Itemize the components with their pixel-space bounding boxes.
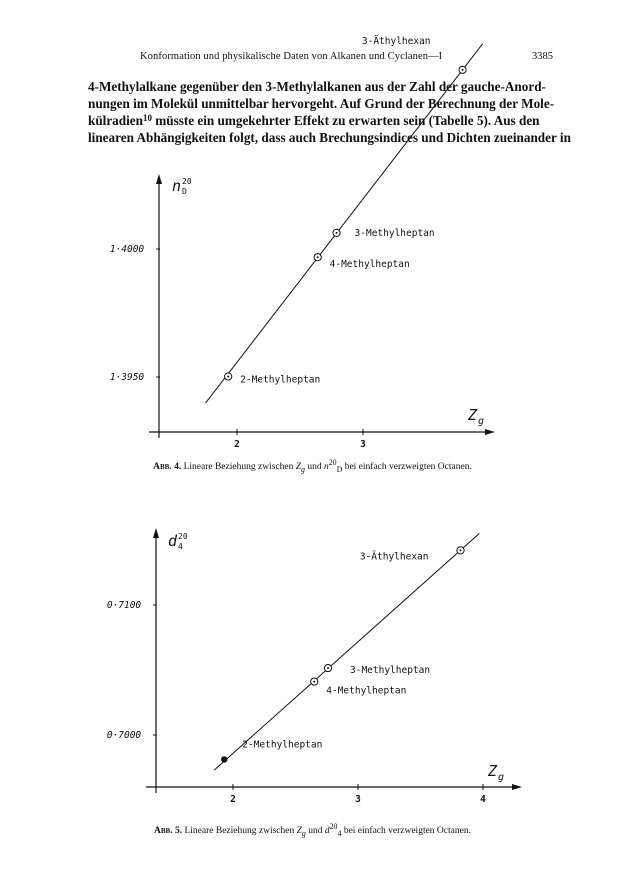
caption-4-var2-sup: 20 xyxy=(328,458,337,467)
caption-5-var2-sup: 20 xyxy=(329,822,338,831)
caption-5-var1-sub: g xyxy=(301,829,306,839)
caption-5-mid: und xyxy=(305,826,325,837)
data-point-center xyxy=(327,667,329,669)
caption-4-prefix: Abb. 4. xyxy=(153,462,182,473)
y-tick-label: 0·7100 xyxy=(106,600,142,611)
x-axis-title-sub: g xyxy=(478,416,485,427)
x-axis-title: Z xyxy=(488,762,498,780)
y-axis-arrow xyxy=(153,528,159,538)
caption-4-end: bei einfach verzweigten Octanen. xyxy=(342,462,472,473)
y-axis-title-sup: 20 xyxy=(178,532,188,541)
body-line-3b: müsste ein umgekehrter Effekt zu erwarten sein (Tabelle 5). Aus den xyxy=(151,113,540,128)
data-point-center xyxy=(460,549,462,551)
x-tick-label: 2 xyxy=(230,794,236,805)
data-point-center xyxy=(336,232,338,234)
body-line-4: linearen Abhängigkeiten folgt, dass auch Brechungsindices und Dichten zueinander in xyxy=(88,130,571,145)
chart-5-group xyxy=(107,528,522,805)
regression-line xyxy=(214,534,479,771)
data-point-label: 3-Äthylhexan xyxy=(361,35,431,47)
caption-4-var1-sub: g xyxy=(301,465,305,475)
y-axis-title: d xyxy=(168,532,178,550)
x-axis-arrow xyxy=(485,429,495,435)
caption-5-end: bei einfach verzweigten Octanen. xyxy=(341,826,471,837)
y-tick-label: 0·7000 xyxy=(106,730,142,741)
y-tick-label: 1·4000 xyxy=(109,244,145,255)
caption-5-var2: d xyxy=(324,826,330,837)
caption-4-var2: n xyxy=(323,462,329,473)
y-axis-title-sub: D xyxy=(182,187,187,196)
caption-4-text: Lineare Beziehung zwischen xyxy=(181,462,296,473)
y-axis-arrow xyxy=(156,174,162,184)
data-point-label: 3-Methylheptan xyxy=(354,227,435,239)
footnote-reference: 10 xyxy=(142,113,152,123)
data-point-center xyxy=(313,681,315,683)
body-line-2: nungen im Molekül unmittelbar hervorgeht. Auf Grund der Berechnung der Mole- xyxy=(88,96,555,111)
x-axis-title-sub: g xyxy=(498,772,505,783)
body-line-3a: külradien xyxy=(88,113,143,128)
figure-5-caption xyxy=(0,822,625,838)
body-line-1: 4-Methylalkane gegenüber den 3-Methylalkanen aus der Zahl der gauche-Anord- xyxy=(88,79,546,94)
data-point-center xyxy=(227,375,229,377)
x-tick-label: 4 xyxy=(480,794,486,805)
y-tick-label: 1·3950 xyxy=(109,372,145,383)
caption-4-mid: und xyxy=(304,462,324,473)
x-tick-label: 2 xyxy=(234,439,240,450)
caption-4-var2-sub: D xyxy=(336,465,343,475)
data-point-label: 3-Äthylhexan xyxy=(359,551,429,563)
data-point-label: 4-Methylheptan xyxy=(329,259,410,271)
data-point-center xyxy=(317,256,319,258)
y-axis-title-sup: 20 xyxy=(182,177,192,186)
x-tick-label: 3 xyxy=(360,439,366,450)
y-axis-title: n xyxy=(172,177,182,195)
figure-4-caption xyxy=(0,458,625,474)
caption-5-prefix: Abb. 5. xyxy=(154,826,183,837)
x-axis-arrow xyxy=(512,784,522,790)
running-head: Konformation und physikalische Daten von Alkanen und Cyclanen—I xyxy=(140,51,443,62)
data-point-label: 3-Methylheptan xyxy=(350,665,431,677)
data-point-label: 2-Methylheptan xyxy=(240,374,321,386)
regression-line xyxy=(206,44,483,403)
data-point xyxy=(221,756,227,762)
data-point-label: 2-Methylheptan xyxy=(242,739,323,751)
x-tick-label: 3 xyxy=(355,794,361,805)
chart-4-group xyxy=(110,36,495,450)
x-axis-title: Z xyxy=(468,406,478,424)
page-number: 3385 xyxy=(532,51,553,62)
caption-5-text: Lineare Beziehung zwischen xyxy=(182,826,297,837)
caption-5-var1: Z xyxy=(296,826,302,837)
data-point-label: 4-Methylheptan xyxy=(326,685,407,697)
y-axis-title-sub: 4 xyxy=(178,542,183,551)
caption-4-var1: Z xyxy=(295,462,301,473)
data-point-center xyxy=(462,69,464,71)
caption-5-var2-sub: 4 xyxy=(337,829,342,839)
